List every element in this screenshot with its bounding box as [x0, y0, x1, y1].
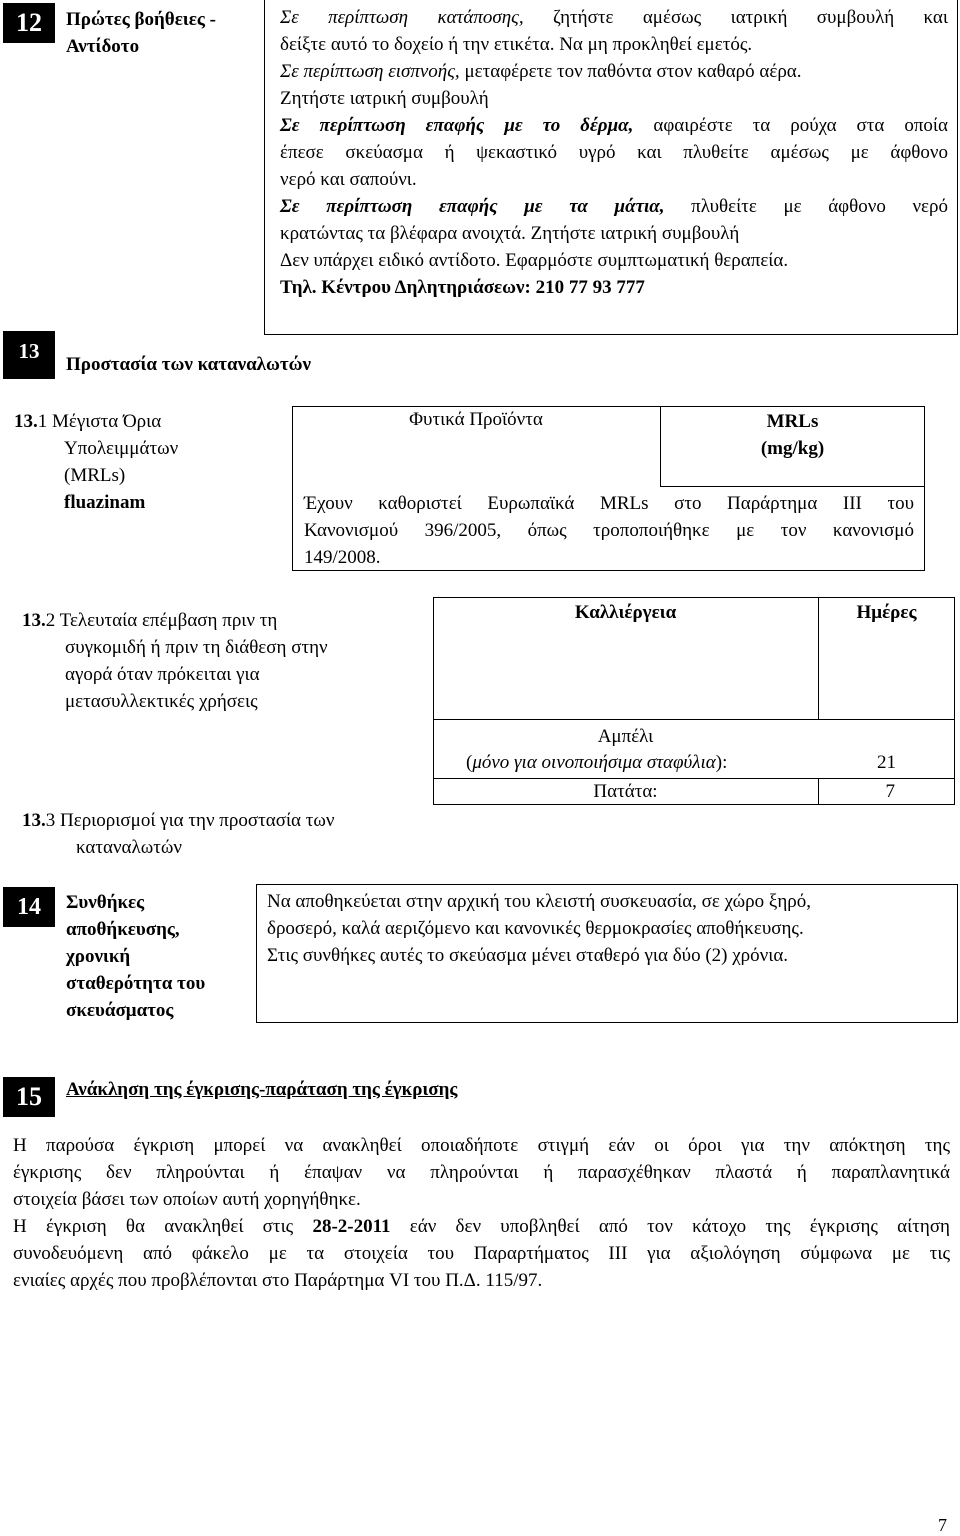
mrl-body-line1: Έχουν καθοριστεί Ευρωπαϊκά MRLs στο Παράρτημα ΙΙΙ του: [304, 493, 914, 514]
phi-row-potato-days: 7: [885, 781, 895, 802]
eyes-line2: κρατώντας τα βλέφαρα ανοιχτά. Ζητήστε ιατρική συμβουλή: [280, 223, 740, 244]
section-13-2-line3: αγορά όταν πρόκειται για: [65, 664, 260, 685]
phi-table-row-divider: [433, 778, 955, 779]
inhalation-text: μεταφέρετε τον παθόντα στον καθαρό αέρα.: [459, 61, 802, 82]
phi-row-vine-close: ):: [715, 752, 728, 773]
section-13-3-line1: [22, 807, 422, 834]
storage-line3: Στις συνθήκες αυτές το σκεύασμα μένει σταθερό για δύο (2) χρόνια.: [267, 945, 789, 966]
section-13-title: Προστασία των καταναλωτών: [66, 354, 312, 375]
section-15-body: [13, 1132, 950, 1294]
skin-line2: έπεσε σκεύασμα ή ψεκαστικό υγρό και πλυθείτε αμέσως με άφθονο: [280, 142, 948, 163]
section-14-title: [66, 889, 205, 1024]
eyes-line1: [280, 193, 948, 220]
section-13-2-num: 13.: [22, 610, 46, 631]
section-14-title-l1: Συνθήκες: [66, 892, 145, 913]
phi-row-potato-crop: Πατάτα:: [593, 781, 658, 802]
revoke-date-line1: [13, 1213, 950, 1240]
section-12-content: [280, 4, 948, 301]
section-12-box-bottom-border: [264, 334, 958, 335]
section-13-3-label: [22, 807, 422, 861]
skin-text-a: αφαιρέστε τα ρούχα στα οποία: [633, 115, 948, 136]
section-12-box-left-border: [264, 0, 265, 334]
phi-table-header-bottom: [433, 719, 955, 720]
phi-row-vine-note: μόνο για οινοποιήσιμα σταφύλια: [472, 752, 716, 773]
mrl-header-products: Φυτικά Προϊόντα: [409, 409, 543, 430]
ingestion-line2: δείξτε αυτό το δοχείο ή την ετικέτα. Να μη προκληθεί εμετός.: [280, 34, 753, 55]
inhalation-line: [280, 58, 948, 85]
storage-line1: Να αποθηκεύεται στην αρχική του κλειστή συσκευασία, σε χώρο ξηρό,: [267, 891, 812, 912]
section-13-3-line2: καταναλωτών: [76, 837, 182, 858]
section-14-title-l4: σταθερότητα του: [66, 973, 206, 994]
mrl-header-mrls-l2: (mg/kg): [760, 438, 825, 459]
section-13-2-label: [22, 607, 422, 715]
revoke-line3: στοιχεία βάσει των οποίων αυτή χορηγήθηκε.: [13, 1189, 361, 1210]
section-13-1-text1: 1 Μέγιστα Όρια: [37, 411, 162, 432]
phi-header-crop: Καλλιέργεια: [574, 602, 677, 623]
section-13-1-line1: [14, 408, 264, 435]
eyes-label: Σε περίπτωση επαφής με τα μάτια,: [280, 196, 665, 217]
mrl-body-line2: Κανονισμού 396/2005, όπως τροποποιήθηκε με τον κανονισμό: [304, 520, 914, 541]
phi-row-vine-days: 21: [877, 752, 896, 773]
page-number: 7: [938, 1515, 947, 1535]
revoke-date-line3: ενιαίες αρχές που προβλέπονται στο Παράρτημα VI του Π.Δ. 115/97.: [13, 1270, 543, 1291]
section-13-3-text1: 3 Περιορισμοί για την προστασία των: [45, 810, 335, 831]
ingestion-line1: [280, 4, 948, 31]
skin-label: Σε περίπτωση επαφής με το δέρμα,: [280, 115, 634, 136]
ingestion-text-a: ζητήστε αμέσως ιατρική συμβουλή και: [523, 7, 948, 28]
section-13-2-line2: συγκομιδή ή πριν τη διάθεση στην: [65, 637, 328, 658]
mrl-header-mrls-l1: MRLs: [766, 411, 819, 432]
section-13-2-line1: [22, 607, 422, 634]
section-13-1-label: [14, 408, 264, 516]
section-14-title-l3: χρονική: [66, 946, 131, 967]
skin-line1: [280, 112, 948, 139]
inhalation-label: Σε περίπτωση εισπνοής,: [280, 61, 460, 82]
medical-advice-line: Ζητήστε ιατρική συμβουλή: [280, 88, 489, 109]
section-12-title-line2: Αντίδοτο: [66, 36, 140, 57]
mrl-table-header-bottom: [660, 486, 925, 487]
section-12-title: [66, 6, 216, 60]
revoke-date-b: εάν δεν υποβληθεί από τον κάτοχο της έγκρισης αίτηση: [390, 1216, 950, 1237]
eyes-text-a: πλυθείτε με άφθονο νερό: [664, 196, 948, 217]
phi-row-vine-open: (: [466, 752, 473, 773]
revoke-date-line2: συνοδευόμενη από φάκελο με τα στοιχεία του Παραρτήματος ΙΙΙ για αξιολόγηση σύμφωνα με τις: [13, 1243, 950, 1264]
phi-header-days: Ημέρες: [856, 602, 917, 623]
poison-center-phone: Τηλ. Κέντρου Δηλητηριάσεων: 210 77 93 777: [280, 277, 645, 298]
revoke-line2: έγκρισης δεν πληρούνται ή έπαψαν να πληρούνται ή παρασχέθηκαν πλαστά ή παραπλανητικά: [13, 1162, 950, 1183]
section-13-3-num: 13.: [22, 810, 46, 831]
section-15-number: 15: [3, 1077, 55, 1117]
phi-row-vine-crop-line2: [466, 752, 727, 774]
section-13-number: 13: [3, 331, 55, 379]
section-13-1-line3: (MRLs): [64, 465, 126, 486]
section-12-title-line1: Πρώτες βοήθειες -: [66, 9, 216, 30]
mrl-table-body: [304, 490, 914, 571]
section-13-1-active: fluazinam: [64, 492, 146, 513]
section-12-number: 12: [3, 3, 55, 43]
storage-line2: δροσερό, καλά αεριζόμενο και κανονικές θερμοκρασίες αποθήκευσης.: [267, 918, 804, 939]
mrl-body-line3: 149/2008.: [304, 547, 381, 568]
section-14-title-l5: σκευάσματος: [66, 1000, 174, 1021]
section-14-number: 14: [3, 887, 55, 927]
section-13-1-num: 13.: [14, 411, 38, 432]
skin-line3: νερό και σαπούνι.: [280, 169, 417, 190]
revoke-date-a: Η έγκριση θα ανακληθεί στις: [13, 1216, 313, 1237]
section-14-body: [267, 888, 951, 969]
revoke-line1: Η παρούσα έγκριση μπορεί να ανακληθεί οποιαδήποτε στιγμή εάν οι όροι για την απόκτηση της: [13, 1135, 950, 1156]
section-13-1-line2: Υπολειμμάτων: [64, 438, 179, 459]
section-12-box-right-border: [957, 0, 958, 334]
ingestion-label: Σε περίπτωση κατάποσης,: [280, 7, 524, 28]
revoke-date: 28-2-2011: [312, 1216, 391, 1237]
mrl-header-mrls: [660, 408, 925, 462]
phi-row-vine-crop-line1: Αμπέλι: [597, 726, 654, 747]
section-13-2-line4: μετασυλλεκτικές χρήσεις: [65, 691, 258, 712]
section-14-title-l2: αποθήκευσης,: [66, 919, 180, 940]
antidote-line: Δεν υπάρχει ειδικό αντίδοτο. Εφαρμόστε συμπτωματική θεραπεία.: [280, 250, 789, 271]
section-15-title: Ανάκληση της έγκρισης-παράταση της έγκρισης: [66, 1079, 458, 1100]
section-13-2-text1: 2 Τελευταία επέμβαση πριν τη: [45, 610, 278, 631]
